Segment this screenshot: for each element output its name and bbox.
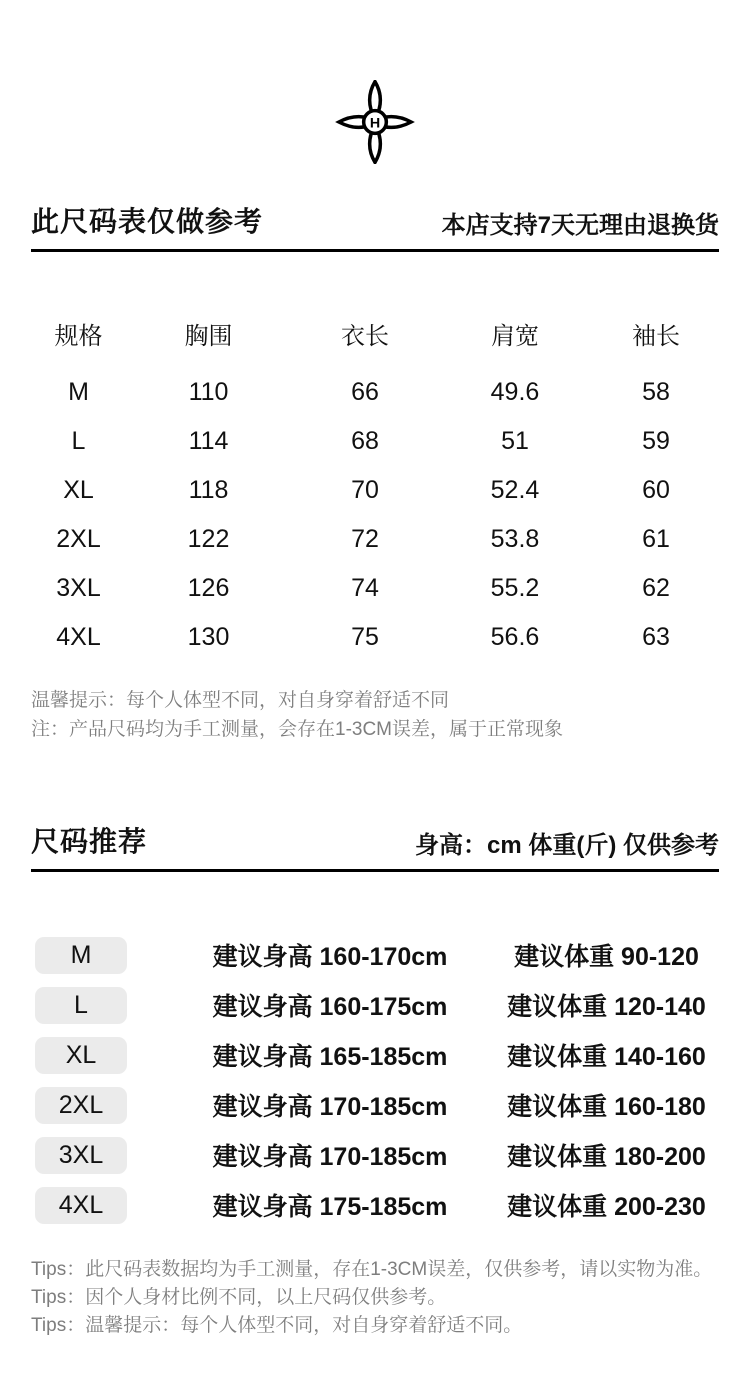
sleeve-value: 59 (642, 427, 670, 455)
length-value: 68 (351, 427, 379, 455)
table-row (31, 613, 719, 662)
table-row (31, 368, 719, 417)
table-row (31, 417, 719, 466)
tip-line: Tips：因个人身材比例不同，以上尺码仅供参考。 (31, 1287, 447, 1308)
size-badge: M (35, 937, 127, 974)
length-value: 70 (351, 476, 379, 504)
section2-title: 尺码推荐 (31, 826, 148, 857)
brand-logo (0, 0, 750, 164)
flower-logo-icon (335, 80, 415, 164)
note-line: 温馨提示：每个人体型不同，对自身穿着舒适不同 (31, 690, 450, 711)
note-line: 注：产品尺码均为手工测量，会存在1-3CM误差，属于正常现象 (31, 719, 564, 740)
chest-value: 114 (188, 427, 229, 455)
length-value: 66 (351, 378, 379, 406)
shoulder-value: 55.2 (490, 574, 540, 602)
col-header-length: 衣长 (341, 322, 389, 350)
badge-cell (31, 987, 166, 1024)
sleeve-value: 60 (642, 476, 670, 504)
height-recommendation: 建议身高 160-175cm (212, 993, 448, 1021)
reco-row (31, 1030, 719, 1080)
chest-value: 118 (188, 476, 229, 504)
size-badge: 4XL (35, 1187, 127, 1224)
weight-recommendation: 建议体重 90-120 (514, 943, 699, 971)
tip-line: Tips：温馨提示：每个人体型不同，对自身穿着舒适不同。 (31, 1315, 523, 1336)
reco-row (31, 980, 719, 1030)
height-recommendation: 建议身高 175-185cm (212, 1193, 448, 1221)
chest-value: 126 (187, 574, 230, 602)
size-label: 2XL (56, 525, 101, 553)
measurement-notes (31, 686, 719, 744)
reco-row (31, 1080, 719, 1130)
weight-recommendation: 建议体重 140-160 (507, 1043, 706, 1071)
height-recommendation: 建议身高 165-185cm (212, 1043, 448, 1071)
size-label: L (71, 427, 86, 455)
badge-cell (31, 937, 166, 974)
col-header-chest: 胸围 (184, 322, 233, 350)
weight-recommendation: 建议体重 180-200 (507, 1143, 706, 1171)
size-badge: XL (35, 1037, 127, 1074)
sleeve-value: 58 (642, 378, 670, 406)
length-value: 74 (351, 574, 379, 602)
length-value: 72 (351, 525, 379, 553)
reco-row (31, 1180, 719, 1230)
chest-value: 130 (187, 623, 230, 651)
shoulder-value: 56.6 (490, 623, 540, 651)
shoulder-value: 53.8 (490, 525, 540, 553)
col-header-spec: 规格 (54, 322, 103, 350)
table-row (31, 515, 719, 564)
col-header-shoulder: 肩宽 (491, 322, 539, 350)
size-table (31, 312, 719, 662)
height-recommendation: 建议身高 170-185cm (212, 1143, 448, 1171)
size-recommendation-list (31, 930, 719, 1230)
logo-letter: H (369, 115, 381, 132)
size-badge: 3XL (35, 1137, 127, 1174)
height-recommendation: 建议身高 170-185cm (212, 1093, 448, 1121)
bottom-tips (31, 1256, 719, 1340)
size-label: 3XL (56, 574, 101, 602)
section2-header (31, 820, 719, 872)
size-badge: 2XL (35, 1087, 127, 1124)
length-value: 75 (351, 623, 379, 651)
weight-recommendation: 建议体重 120-140 (507, 993, 706, 1021)
reco-row (31, 1130, 719, 1180)
size-table-header-row (31, 312, 719, 354)
badge-cell (31, 1037, 166, 1074)
units-hint-text: 身高：cm 体重(斤) 仅供参考 (414, 832, 719, 859)
size-table-body (31, 368, 719, 662)
sleeve-value: 61 (642, 525, 670, 553)
reco-row (31, 930, 719, 980)
badge-cell (31, 1137, 166, 1174)
table-row (31, 564, 719, 613)
badge-cell (31, 1087, 166, 1124)
tip-line: Tips：此尺码表数据均为手工测量，存在1-3CM误差，仅供参考，请以实物为准。 (31, 1259, 713, 1280)
chest-value: 122 (187, 525, 230, 553)
size-label: M (68, 378, 89, 406)
section1-title: 此尺码表仅做参考 (31, 206, 264, 237)
shoulder-value: 52.4 (490, 476, 540, 504)
size-label: 4XL (56, 623, 101, 651)
weight-recommendation: 建议体重 200-230 (507, 1193, 706, 1221)
sleeve-value: 62 (642, 574, 670, 602)
shoulder-value: 51 (501, 427, 529, 455)
size-badge: L (35, 987, 127, 1024)
section1-header (31, 200, 719, 252)
col-header-sleeve: 袖长 (632, 322, 680, 350)
chest-value: 110 (188, 378, 229, 406)
sleeve-value: 63 (642, 623, 670, 651)
height-recommendation: 建议身高 160-170cm (212, 943, 448, 971)
size-label: XL (63, 476, 94, 504)
badge-cell (31, 1187, 166, 1224)
table-row (31, 466, 719, 515)
weight-recommendation: 建议体重 160-180 (507, 1093, 706, 1121)
return-policy-text: 本店支持7天无理由退换货 (441, 212, 719, 239)
shoulder-value: 49.6 (490, 378, 540, 406)
